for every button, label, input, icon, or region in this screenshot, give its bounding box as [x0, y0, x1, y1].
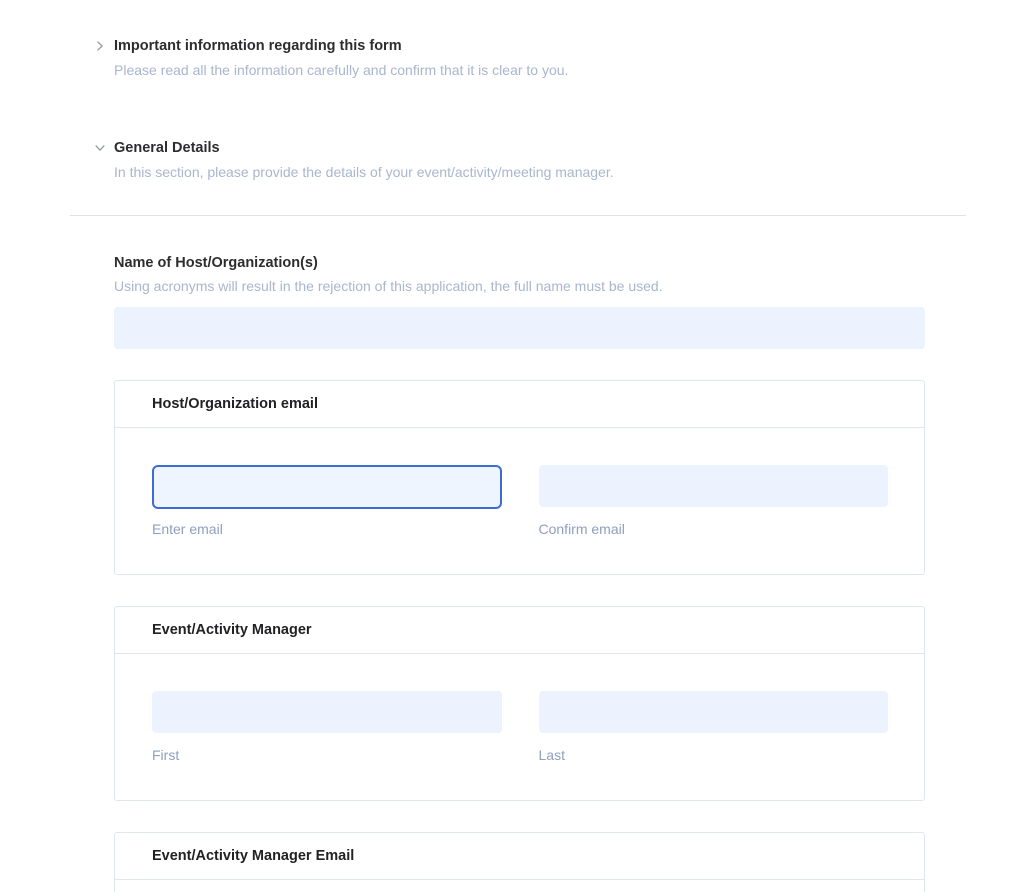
- section-divider: [70, 215, 966, 216]
- chevron-down-icon[interactable]: [92, 140, 108, 156]
- section-subtitle: Please read all the information carefully and confirm that it is clear to you.: [114, 62, 569, 78]
- field-confirm-email: [539, 465, 889, 539]
- section-important-information[interactable]: [114, 36, 925, 80]
- field-first-name: [152, 691, 502, 765]
- field-sublabel: First: [152, 747, 180, 763]
- field-sublabel: Last: [538, 747, 565, 763]
- form-content: [114, 0, 925, 892]
- field-sublabel: Enter email: [152, 521, 223, 537]
- card-header: [115, 381, 924, 428]
- card-host-organization-email: [114, 380, 925, 575]
- chevron-right-icon[interactable]: [92, 38, 108, 54]
- card-header: [115, 833, 924, 880]
- section-subtitle: In this section, please provide the details of your event/activity/meeting manager.: [114, 164, 614, 180]
- card-header: [115, 607, 924, 654]
- host-name-input[interactable]: [114, 307, 925, 349]
- field-last-name: [539, 691, 889, 765]
- field-enter-email: [152, 465, 502, 539]
- card-event-activity-manager: [114, 606, 925, 801]
- card-title: Event/Activity Manager: [152, 622, 312, 638]
- field-sublabel: Confirm email: [538, 521, 625, 537]
- question-host-name: [114, 253, 925, 349]
- card-event-activity-manager-email: [114, 832, 925, 892]
- section-title: General Details: [114, 140, 220, 156]
- card-title: Host/Organization email: [152, 396, 318, 412]
- enter-email-input[interactable]: [152, 465, 502, 509]
- card-body: [115, 654, 924, 800]
- section-title: Important information regarding this form: [114, 38, 402, 54]
- confirm-email-input[interactable]: [539, 465, 889, 507]
- card-body: [115, 428, 924, 574]
- last-name-input[interactable]: [539, 691, 889, 733]
- question-description: Using acronyms will result in the rejection of this application, the full name must be used.: [114, 278, 663, 294]
- question-label: Name of Host/Organization(s): [114, 255, 318, 271]
- card-body: [115, 880, 924, 892]
- section-general-details[interactable]: [114, 138, 925, 182]
- card-title: Event/Activity Manager Email: [152, 848, 355, 864]
- first-name-input[interactable]: [152, 691, 502, 733]
